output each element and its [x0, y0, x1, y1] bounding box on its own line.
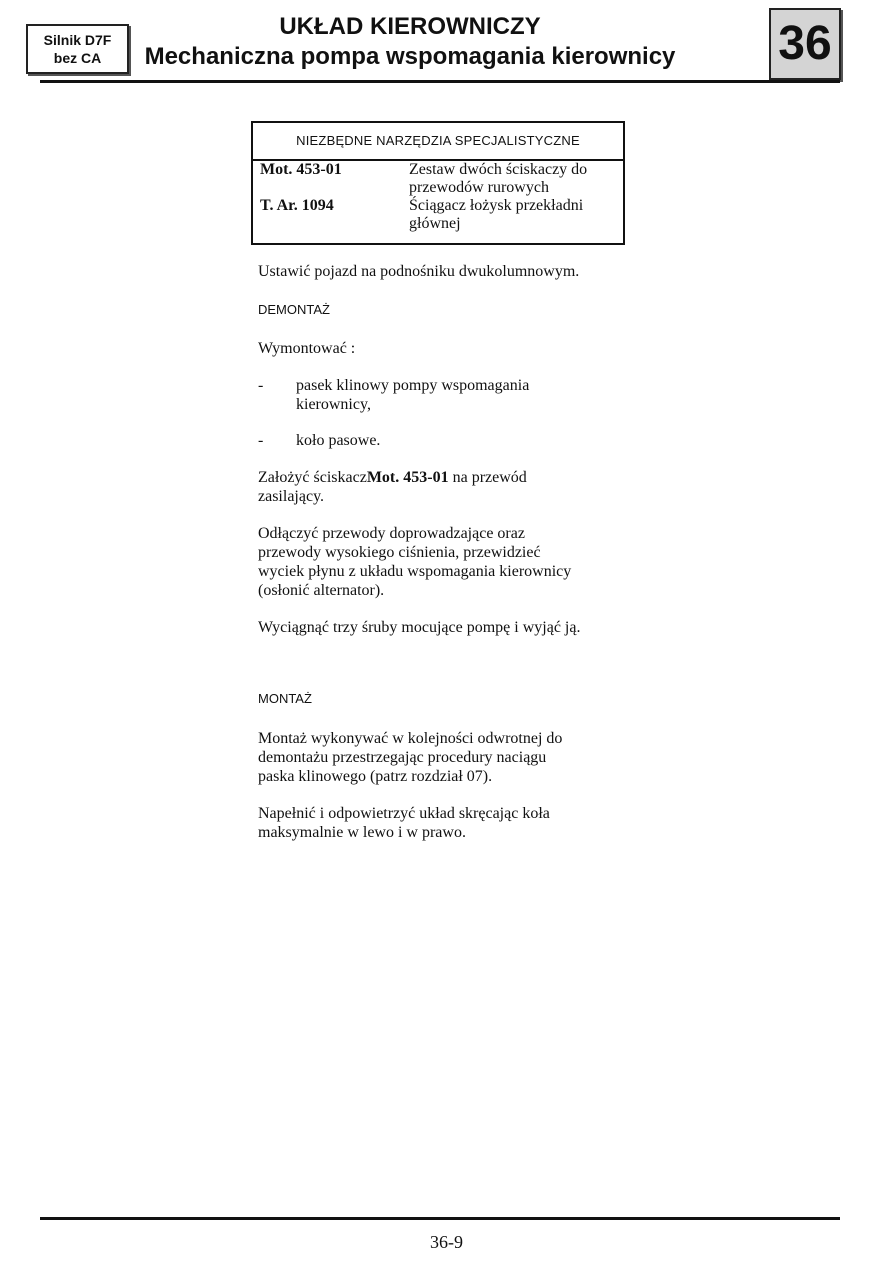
list-item-line: kierownicy, [296, 396, 371, 413]
list-item-line: pasek klinowy pompy wspomagania [296, 377, 530, 394]
list-dash: - [258, 377, 264, 394]
special-tools-table [251, 121, 625, 245]
chapter-number-badge: 36 [769, 8, 841, 80]
tool-description [409, 197, 614, 233]
paragraph-line: Napełnić i odpowietrzyć układ skręcając koła [258, 805, 550, 822]
disconnect-paragraph [258, 524, 638, 600]
header-divider [40, 80, 840, 83]
paragraph-line: demontażu przestrzegając procedury naciągu [258, 749, 547, 766]
paragraph-line: Montaż wykonywać w kolejności odwrotnej do [258, 730, 563, 747]
clamp-paragraph [258, 468, 638, 506]
installation-heading: MONTAŻ [258, 691, 312, 706]
tool-row [253, 197, 623, 233]
removal-heading: DEMONTAŻ [258, 302, 330, 317]
clamp-tool-code: Mot. 453-01 [366, 469, 449, 486]
tool-description-line: przewodów rurowych [409, 179, 549, 196]
tool-code: T. Ar. 1094 [260, 197, 334, 214]
intro-paragraph: Ustawić pojazd na podnośniku dwukolumnowym. [258, 263, 580, 280]
page-number: 36-9 [430, 1232, 463, 1252]
tool-code: Mot. 453-01 [260, 161, 342, 178]
clamp-text-pre: Założyć ściskacz [258, 469, 367, 486]
install-paragraph [258, 729, 638, 786]
paragraph-line: (osłonić alternator). [258, 582, 385, 599]
engine-line-1: Silnik D7F [43, 32, 112, 48]
special-tools-heading: NIEZBĘDNE NARZĘDZIA SPECJALISTYCZNE [253, 123, 623, 161]
list-item [258, 431, 638, 450]
clamp-text-post: na przewód [452, 469, 527, 486]
tool-description [409, 161, 614, 197]
tool-description-line: głównej [409, 215, 461, 232]
list-item-line: koło pasowe. [296, 432, 381, 449]
fill-paragraph [258, 804, 638, 842]
clamp-text-line2: zasilający. [258, 488, 325, 505]
paragraph-line: paska klinowego (patrz rozdział 07). [258, 768, 493, 785]
page-title: UKŁAD KIEROWNICZY [279, 13, 541, 40]
procedure-content [258, 262, 638, 842]
unscrew-paragraph: Wyciągnąć trzy śruby mocujące pompę i wyjąć ją. [258, 619, 581, 636]
engine-variant-box [26, 24, 129, 74]
list-dash: - [258, 432, 264, 449]
tool-description-line: Ściągacz łożysk przekładni [409, 197, 584, 214]
paragraph-line: wyciek płynu z układu wspomagania kierownicy [258, 563, 572, 580]
paragraph-line: maksymalnie w lewo i w prawo. [258, 824, 466, 841]
paragraph-line: Odłączyć przewody doprowadzające oraz [258, 525, 525, 542]
tool-row [253, 161, 623, 197]
list-item-text [296, 376, 596, 414]
tool-description-line: Zestaw dwóch ściskaczy do [409, 161, 588, 178]
page-header [130, 12, 690, 72]
list-item [258, 376, 638, 414]
engine-line-2: bez CA [53, 50, 102, 66]
paragraph-line: przewody wysokiego ciśnienia, przewidzieć [258, 544, 541, 561]
remove-label: Wymontować : [258, 340, 356, 357]
footer-divider [40, 1217, 840, 1220]
page-subtitle: Mechaniczna pompa wspomagania kierownicy [144, 43, 676, 70]
